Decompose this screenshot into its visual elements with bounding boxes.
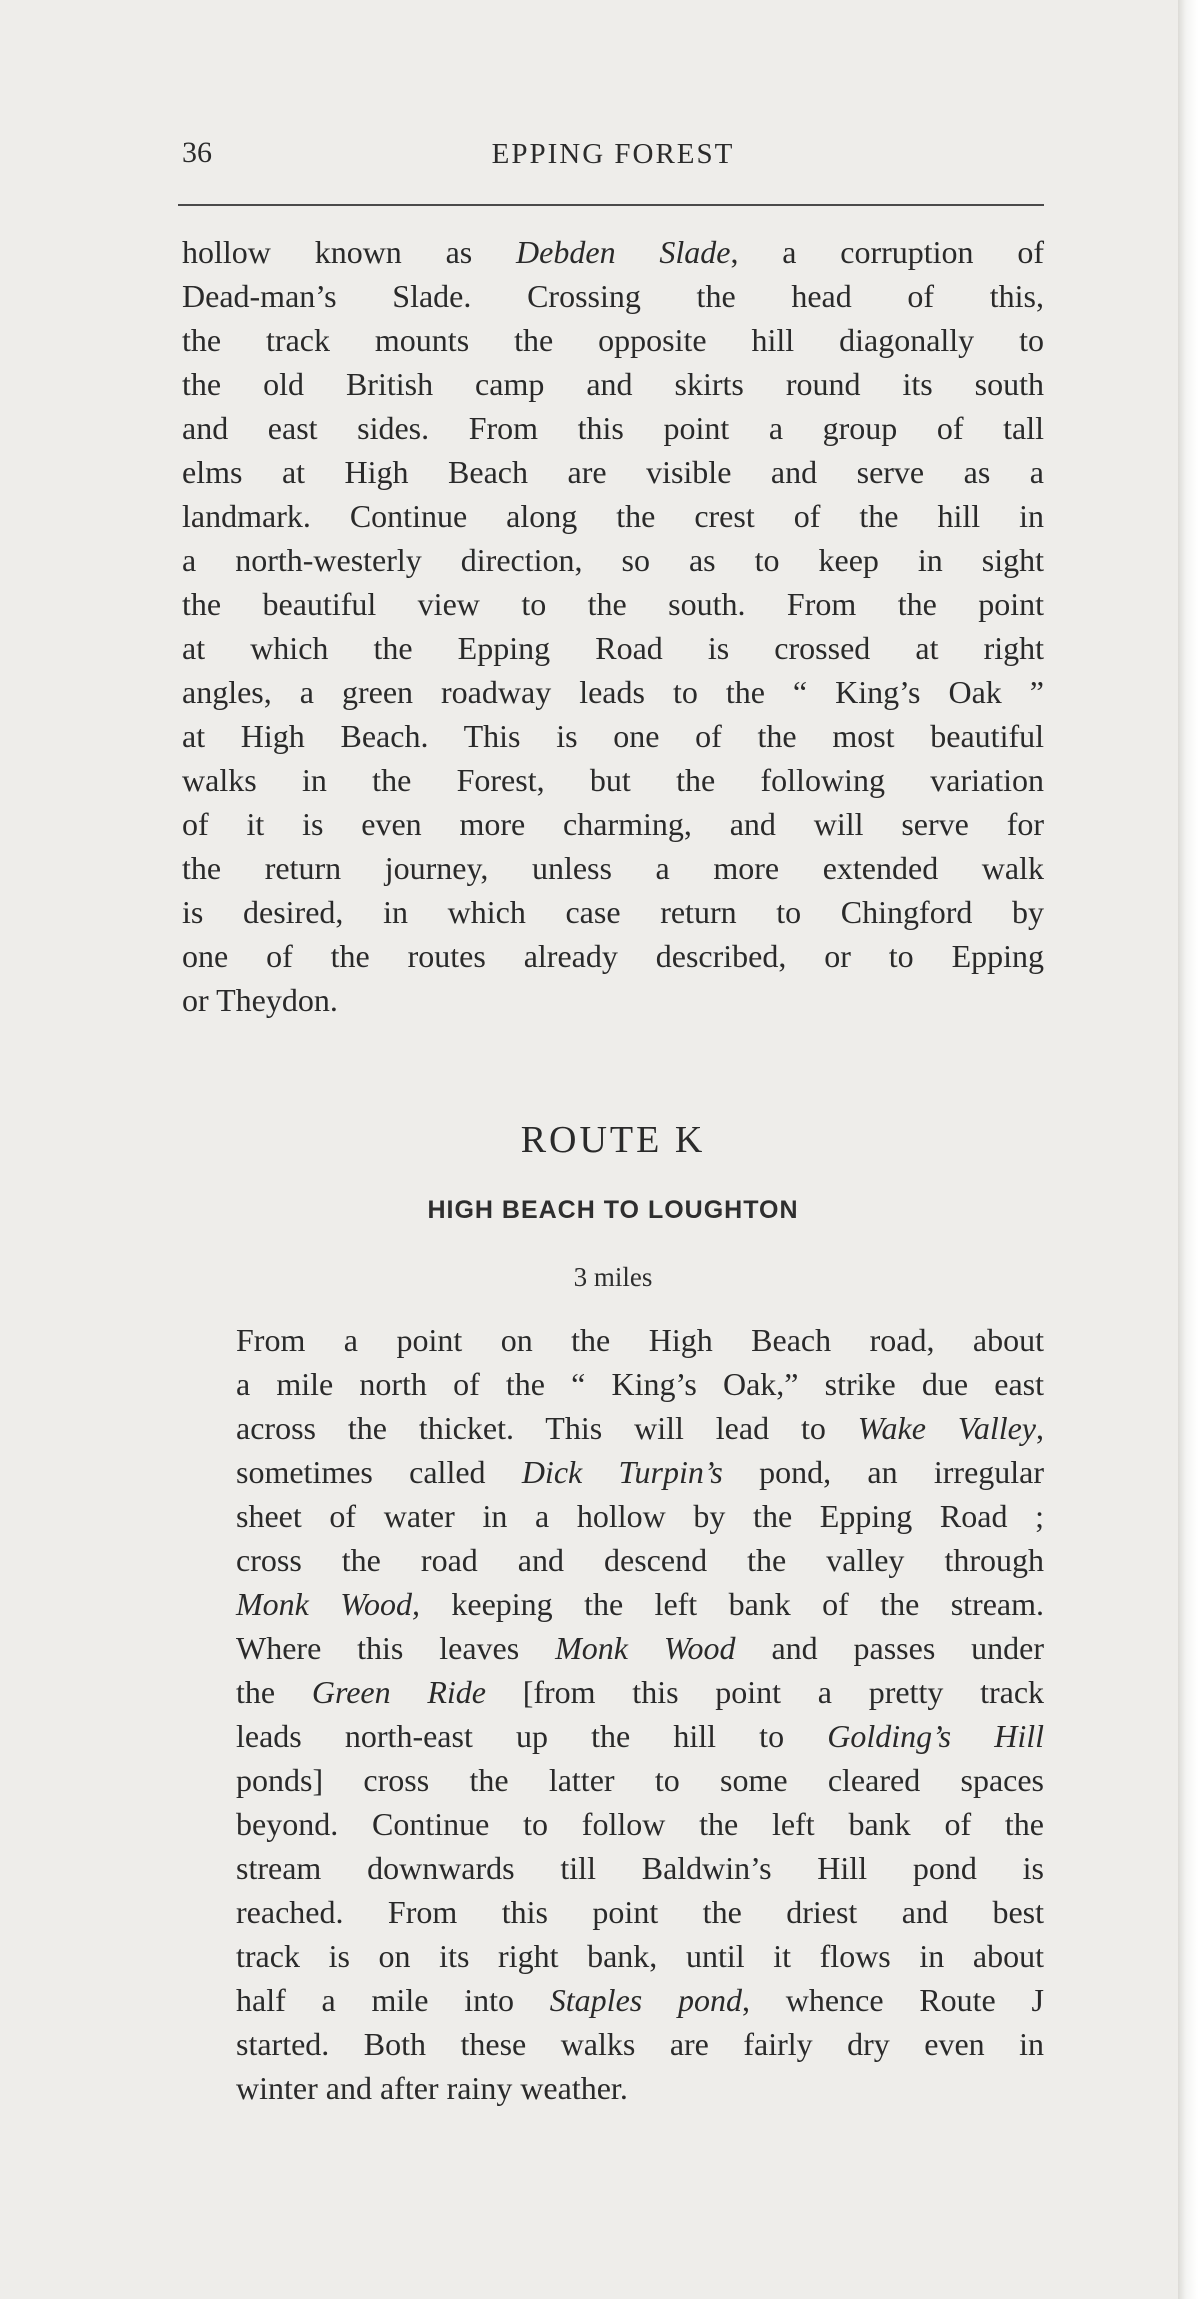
page-edge <box>1178 0 1204 2299</box>
text-run: , whence Route J <box>742 1982 1045 2018</box>
text-line <box>182 1714 1044 1758</box>
text-line: one of the routes already described, or to Epping <box>182 938 1044 974</box>
place-name: Wake Valley <box>857 1410 1037 1446</box>
text-line: and east sides. From this point a group of tall <box>182 410 1044 446</box>
text-line: or Theydon. <box>182 982 338 1018</box>
text-run: sometimes called <box>236 1454 522 1490</box>
text-line: the track mounts the opposite hill diagonally to <box>182 322 1044 358</box>
place-name: Staples pond <box>549 1982 743 2018</box>
place-name: Monk Wood <box>555 1630 736 1666</box>
text-line: Dead-man’s Slade. Crossing the head of this, <box>182 278 1044 314</box>
text-line: a mile north of the “ King’s Oak,” strike due east <box>236 1366 1044 1402</box>
running-title: EPPING FOREST <box>491 138 735 170</box>
text-line <box>182 1978 1044 2022</box>
route-distance: 3 miles <box>573 1262 653 1292</box>
text-run: half a mile into <box>236 1982 550 2018</box>
route-title: ROUTE K <box>520 1119 706 1161</box>
text-run: , <box>1036 1410 1045 1446</box>
text-line: cross the road and descend the valley through <box>236 1542 1044 1578</box>
text-run: hollow known as <box>182 234 517 270</box>
text-line: is desired, in which case return to Chingford by <box>182 894 1044 930</box>
text-line <box>182 1406 1044 1450</box>
text-run: keeping the left bank of the stream. <box>419 1586 1045 1622</box>
place-name: Monk Wood, <box>236 1586 420 1622</box>
place-name: Green Ride <box>311 1674 486 1710</box>
text-line: at High Beach. This is one of the most beautiful <box>182 718 1044 754</box>
text-line: elms at High Beach are visible and serve as a <box>182 454 1044 490</box>
text-line: of it is even more charming, and will serve for <box>182 806 1044 842</box>
text-line: stream downwards till Baldwin’s Hill pond is <box>236 1850 1044 1886</box>
page-number: 36 <box>182 136 212 169</box>
text-line: From a point on the High Beach road, about <box>236 1322 1044 1358</box>
place-name: Dick Turpin’s <box>521 1454 723 1490</box>
text-run: leads north-east up the hill to <box>236 1718 828 1754</box>
text-run: , a corruption of <box>730 234 1044 270</box>
text-line: a north-westerly direction, so as to keep in sight <box>182 542 1044 578</box>
text-line <box>182 1450 1044 1494</box>
text-line: at which the Epping Road is crossed at right <box>182 630 1044 666</box>
text-line: the beautiful view to the south. From the point <box>182 586 1044 622</box>
text-line <box>182 230 1044 274</box>
text-line: sheet of water in a hollow by the Epping Road ; <box>236 1498 1044 1534</box>
text-run: and passes under <box>735 1630 1045 1666</box>
text-line <box>182 1582 1044 1626</box>
text-line: the old British camp and skirts round its south <box>182 366 1044 402</box>
text-line: started. Both these walks are fairly dry even in <box>236 2026 1044 2062</box>
text-line: beyond. Continue to follow the left bank of the <box>236 1806 1044 1842</box>
paragraph-route-k <box>182 1318 1044 2110</box>
text-line: track is on its right bank, until it flows in about <box>236 1938 1044 1974</box>
place-name: Golding’s Hill <box>827 1718 1044 1754</box>
text-run: across the thicket. This will lead to <box>236 1410 858 1446</box>
place-name: Debden Slade <box>516 234 731 270</box>
text-line: angles, a green roadway leads to the “ King’s Oak ” <box>182 674 1044 710</box>
text-run: the <box>236 1674 312 1710</box>
text-line: ponds] cross the latter to some cleared spaces <box>236 1762 1044 1798</box>
text-line: landmark. Continue along the crest of the hill in <box>182 498 1044 534</box>
route-subtitle: HIGH BEACH TO LOUGHTON <box>427 1196 799 1224</box>
text-line <box>182 1670 1044 1714</box>
text-line: winter and after rainy weather. <box>236 2070 628 2106</box>
text-line: reached. From this point the driest and best <box>236 1894 1044 1930</box>
text-line <box>182 1626 1044 1670</box>
page-header <box>182 136 1044 186</box>
text-run: Where this leaves <box>236 1630 556 1666</box>
header-rule <box>178 204 1044 206</box>
text-run: pond, an irregular <box>722 1454 1045 1490</box>
text-line: the return journey, unless a more extended walk <box>182 850 1044 886</box>
text-run: [from this point a pretty track <box>485 1674 1045 1710</box>
paragraph-debden-slade <box>182 230 1044 1022</box>
text-line: walks in the Forest, but the following variation <box>182 762 1044 798</box>
